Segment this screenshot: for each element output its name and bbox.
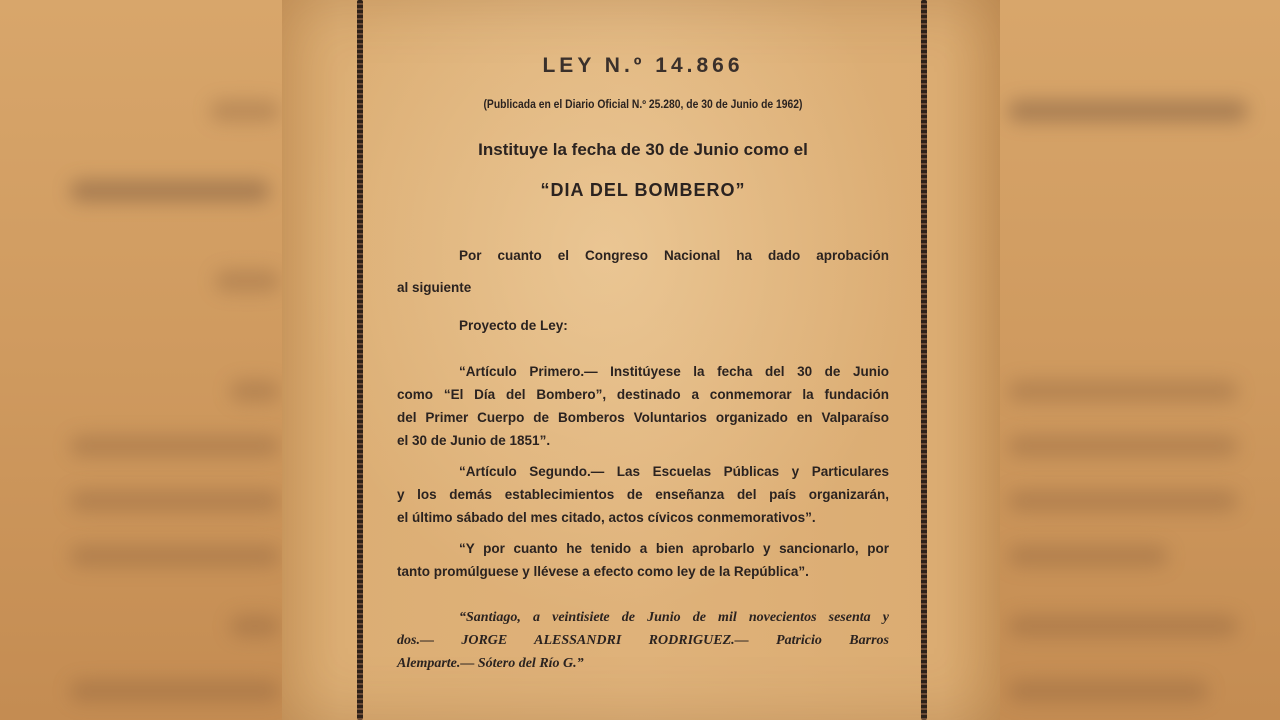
paragraph-line: “Y por cuanto he tenido a bien aprobarlo y sancionarlo, por (459, 541, 889, 556)
ornamental-border-right (921, 0, 927, 720)
paragraph-santiago-signatures (397, 606, 889, 675)
paragraph-line: al siguiente (397, 280, 472, 295)
paragraph-line: “Artículo Primero.— Institúyese la fecha del 30 de Junio (459, 364, 889, 379)
paragraph-line: “Santiago, a veintisiete de Junio de mil novecientos sesenta y (459, 610, 889, 625)
paragraph-articulo-segundo (397, 460, 889, 529)
paragraph-line: tanto promúlguese y llévese a efecto como ley de la República”. (397, 564, 809, 579)
paragraph-y-por-cuanto (397, 537, 889, 583)
paragraph-articulo-primero (397, 360, 889, 452)
dia-del-bombero-heading: “DIA DEL BOMBERO” (540, 180, 746, 200)
paragraph-line: y los demás establecimientos de enseñanza del país organizarán, (397, 487, 889, 502)
paragraph-line: dos.— JORGE ALESSANDRI RODRIGUEZ.— Patricio Barros (397, 633, 889, 648)
paragraph-por-cuanto (397, 244, 889, 299)
blurred-background-left (0, 0, 282, 720)
subtitle: Instituye la fecha de 30 de Junio como el (478, 140, 808, 159)
paragraph-line: el último sábado del mes citado, actos cívicos conmemorativos”. (397, 510, 816, 525)
paragraph-proyecto (397, 314, 889, 337)
document-sheet (282, 0, 1000, 720)
paragraph-line: como “El Día del Bombero”, destinado a conmemorar la fundación (397, 387, 889, 402)
paragraph-line: Alemparte.— Sótero del Río G.” (397, 656, 584, 671)
paragraph-line: del Primer Cuerpo de Bomberos Voluntarios organizado en Valparaíso (397, 410, 889, 425)
publication-note: (Publicada en el Diario Oficial N.º 25.280, de 30 de Junio de 1962) (483, 99, 803, 111)
blurred-background-right (998, 0, 1280, 720)
ornamental-border-left (357, 0, 363, 720)
paragraph-line: el 30 de Junio de 1851”. (397, 433, 551, 448)
document-content (397, 0, 889, 720)
paragraph-line: Proyecto de Ley: (459, 318, 568, 333)
law-title: LEY N.º 14.866 (542, 54, 744, 77)
paragraph-line: “Artículo Segundo.— Las Escuelas Públicas y Particulares (459, 464, 889, 479)
paragraph-line: Por cuanto el Congreso Nacional ha dado aprobación (459, 248, 889, 263)
